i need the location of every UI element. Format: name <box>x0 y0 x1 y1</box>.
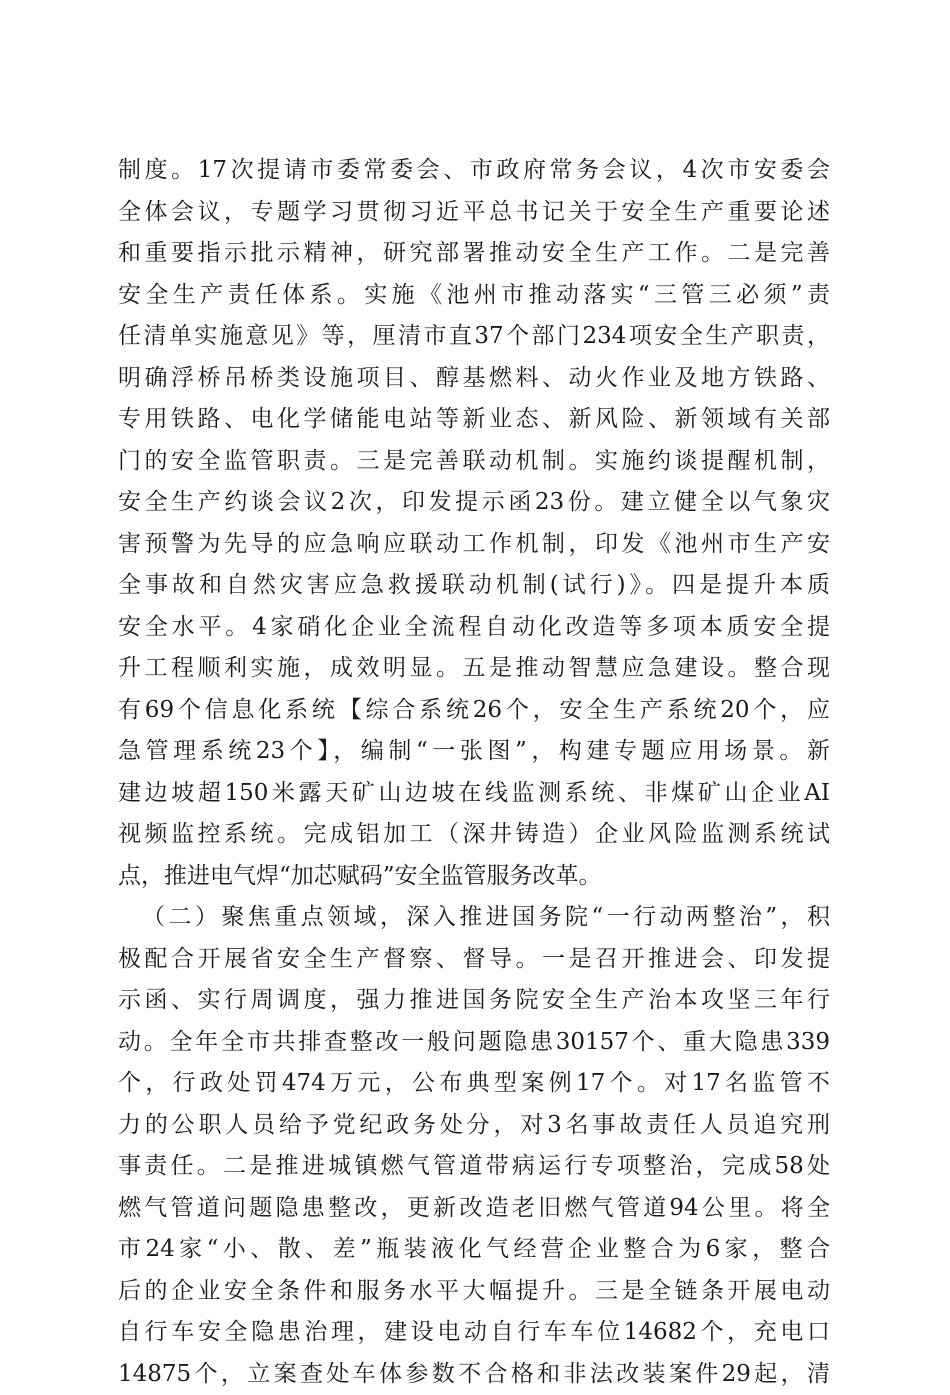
text-line: 自行车安全隐患治理，建设电动自行车车位14682个，充电口 <box>118 1312 830 1354</box>
text-line: 安全水平。4家硝化企业全流程自动化改造等多项本质安全提 <box>118 607 830 649</box>
text-line: 力的公职人员给予党纪政务处分，对3名事故责任人员追究刑 <box>118 1105 830 1147</box>
text-line: 动。全年全市共排查整改一般问题隐患30157个、重大隐患339 <box>118 1022 830 1064</box>
text-line: 视频监控系统。完成铝加工（深井铸造）企业风险监测系统试 <box>118 814 830 856</box>
text-line: 全事故和自然灾害应急救援联动机制(试行)》。四是提升本质 <box>118 565 830 607</box>
text-line: 全体会议，专题学习贯彻习近平总书记关于安全生产重要论述 <box>118 192 830 234</box>
document-body <box>118 150 830 1395</box>
text-line: 害预警为先导的应急响应联动工作机制，印发《池州市生产安 <box>118 524 830 566</box>
text-line: 建边坡超150米露天矿山边坡在线监测系统、非煤矿山企业AI <box>118 773 830 815</box>
text-line: 专用铁路、电化学储能电站等新业态、新风险、新领域有关部 <box>118 399 830 441</box>
text-line: 市24家“小、散、差”瓶装液化气经营企业整合为6家，整合 <box>118 1229 830 1271</box>
text-line: 明确浮桥吊桥类设施项目、醇基燃料、动火作业及地方铁路、 <box>118 358 830 400</box>
text-line: 急管理系统23个】，编制“一张图”，构建专题应用场景。新 <box>118 731 830 773</box>
text-line: 和重要指示批示精神，研究部署推动安全生产工作。二是完善 <box>118 233 830 275</box>
text-line: 有69个信息化系统【综合系统26个，安全生产系统20个，应 <box>118 690 830 732</box>
text-line: 事责任。二是推进城镇燃气管道带病运行专项整治，完成58处 <box>118 1146 830 1188</box>
text-line: 极配合开展省安全生产督察、督导。一是召开推进会、印发提 <box>118 939 830 981</box>
text-line: 14875个，立案查处车体参数不合格和非法改装案件29起，清 <box>118 1354 830 1395</box>
text-line: 点，推进电气焊“加芯赋码”安全监管服务改革。 <box>118 856 830 898</box>
section-heading-line: （二）聚焦重点领域，深入推进国务院“一行动两整治”，积 <box>118 897 830 939</box>
text-line: 制度。17次提请市委常委会、市政府常务会议，4次市安委会 <box>118 150 830 192</box>
text-line: 安全生产责任体系。实施《池州市推动落实“三管三必须”责 <box>118 275 830 317</box>
text-line: 升工程顺利实施，成效明显。五是推动智慧应急建设。整合现 <box>118 648 830 690</box>
text-line: 后的企业安全条件和服务水平大幅提升。三是全链条开展电动 <box>118 1271 830 1313</box>
text-line: 任清单实施意见》等，厘清市直37个部门234项安全生产职责， <box>118 316 830 358</box>
text-line: 示函、实行周调度，强力推进国务院安全生产治本攻坚三年行 <box>118 980 830 1022</box>
paragraph-2 <box>118 897 830 1395</box>
text-line: 安全生产约谈会议2次，印发提示函23份。建立健全以气象灾 <box>118 482 830 524</box>
text-line: 门的安全监管职责。三是完善联动机制。实施约谈提醒机制， <box>118 441 830 483</box>
paragraph-1 <box>118 150 830 897</box>
text-line: 燃气管道问题隐患整改，更新改造老旧燃气管道94公里。将全 <box>118 1188 830 1230</box>
text-line: 个，行政处罚474万元，公布典型案例17个。对17名监管不 <box>118 1063 830 1105</box>
